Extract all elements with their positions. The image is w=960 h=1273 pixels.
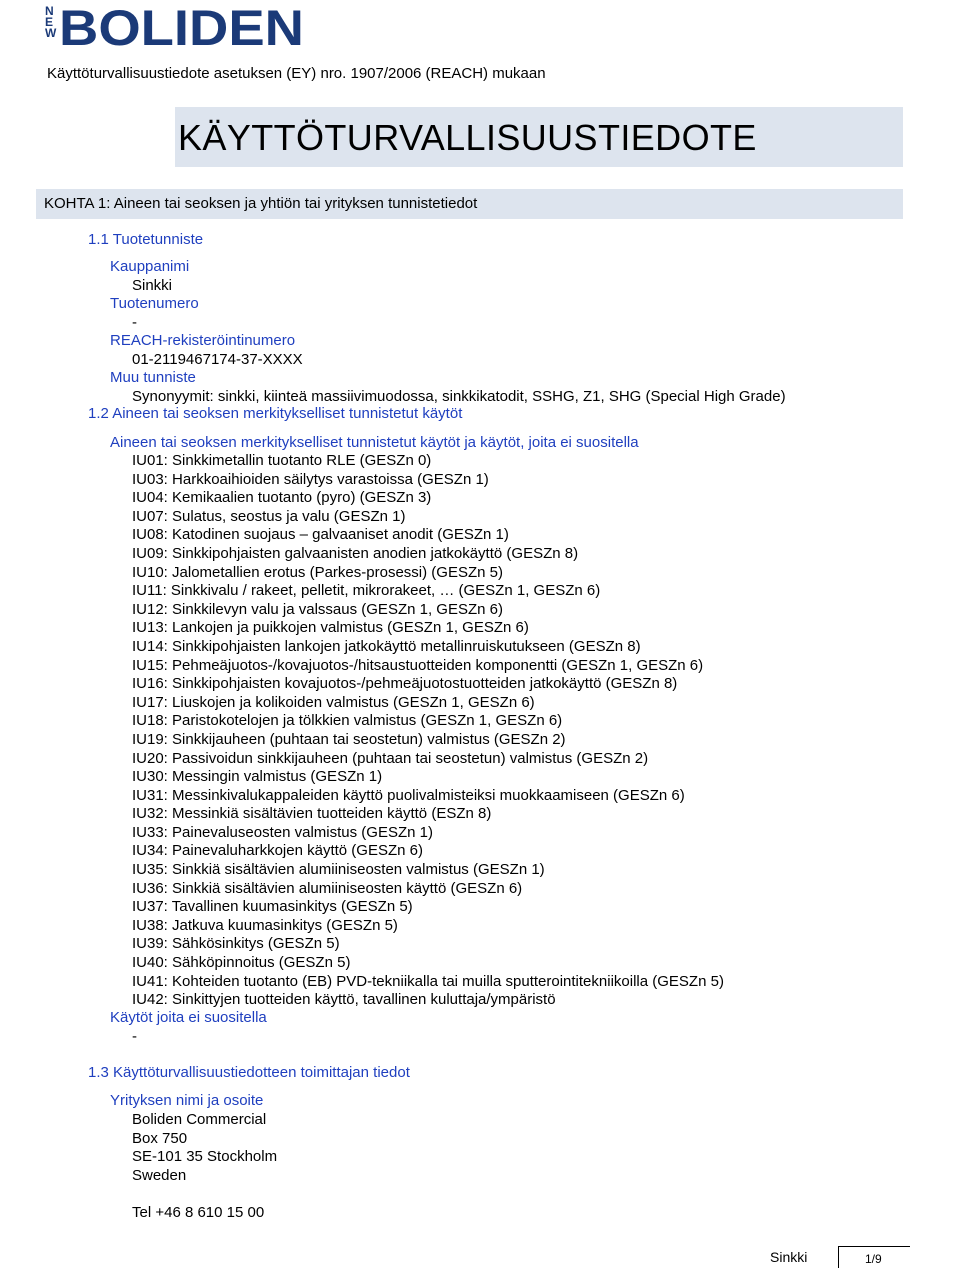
- section-1-title: KOHTA 1: Aineen tai seoksen ja yhtiön tai yrityksen tunnistetiedot: [44, 195, 478, 212]
- list-item: IU39: Sähkösinkitys (GESZn 5): [132, 935, 340, 953]
- svg-text:E: E: [45, 15, 54, 29]
- list-item: IU33: Painevaluseosten valmistus (GESZn 1): [132, 823, 433, 841]
- title-band: [175, 107, 903, 167]
- subsection-1-2-heading: 1.2 Aineen tai seoksen merkitykselliset tunnistetut käytöt: [88, 405, 463, 422]
- list-item: IU12: Sinkkilevyn valu ja valssaus (GESZn 1, GESZn 6): [132, 600, 503, 618]
- phone-number: Tel +46 8 610 15 00: [132, 1204, 265, 1221]
- list-item: IU14: Sinkkipohjaisten lankojen jatkokäyttö metallinruiskutukseen (GESZn 8): [132, 637, 641, 655]
- list-item: IU20: Passivoidun sinkkijauheen (puhtaan tai seostetun) valmistus (GESZn 2): [132, 749, 649, 767]
- list-item: IU37: Tavallinen kuumasinkitys (GESZn 5): [132, 898, 413, 916]
- address-line-1: Box 750: [132, 1130, 188, 1147]
- list-item: IU11: Sinkkivalu / rakeet, pelletit, mikrorakeet, … (GESZn 1, GESZn 6): [132, 582, 601, 600]
- list-item: IU42: Sinkittyjen tuotteiden käyttö, tavallinen kuluttaja/ympäristö: [132, 991, 556, 1009]
- list-item: IU34: Painevaluharkkojen käyttö (GESZn 6): [132, 842, 423, 860]
- other-identifier-label: Muu tunniste: [110, 369, 196, 386]
- list-item: IU10: Jalometallien erotus (Parkes-prosessi) (GESZn 5): [132, 563, 503, 581]
- list-item: IU15: Pehmeäjuotos-/kovajuotos-/hitsaustuotteiden komponentti (GESZn 1, GESZn 6): [132, 656, 704, 674]
- section-1-band: [36, 189, 903, 219]
- list-item: IU40: Sähköpinnoitus (GESZn 5): [132, 954, 351, 972]
- trade-name-value: Sinkki: [132, 277, 173, 294]
- list-item: IU03: Harkkoaihioiden säilytys varastoissa (GESZn 1): [132, 470, 489, 488]
- list-item: IU30: Messingin valmistus (GESZn 1): [132, 768, 383, 786]
- company-name: Boliden Commercial: [132, 1111, 267, 1128]
- company-label: Yrityksen nimi ja osoite: [110, 1092, 264, 1109]
- list-item: IU04: Kemikaalien tuotanto (pyro) (GESZn 3): [132, 489, 432, 507]
- list-item: IU32: Messinkiä sisältävien tuotteiden käyttö (ESZn 8): [132, 805, 492, 823]
- list-item: IU17: Liuskojen ja kolikoiden valmistus (GESZn 1, GESZn 6): [132, 693, 535, 711]
- product-number-label: Tuotenumero: [110, 295, 199, 312]
- document-title: KÄYTTÖTURVALLISUUSTIEDOTE: [178, 117, 757, 158]
- list-item: IU13: Lankojen ja puikkojen valmistus (GESZn 1, GESZn 6): [132, 619, 529, 637]
- svg-text:BOLIDEN: BOLIDEN: [59, 3, 304, 47]
- reach-number-label: REACH-rekisteröintinumero: [110, 332, 296, 349]
- not-recommended-value: -: [132, 1028, 137, 1045]
- list-item: IU09: Sinkkipohjaisten galvaanisten anodien jatkokäyttö (GESZn 8): [132, 544, 579, 562]
- list-item: IU35: Sinkkiä sisältävien alumiiniseosten valmistus (GESZn 1): [132, 861, 545, 879]
- list-item: IU41: Kohteiden tuotanto (EB) PVD-tekniikalla tai muilla sputterointitekniikoilla (GESZn 5): [132, 972, 724, 990]
- list-item: IU07: Sulatus, seostus ja valu (GESZn 1): [132, 507, 406, 525]
- list-item: IU31: Messinkivalukappaleiden käyttö puolivalmisteiksi muokkaamiseen (GESZn 6): [132, 786, 685, 804]
- page-number: 1/9: [865, 1252, 882, 1266]
- list-item: IU16: Sinkkipohjaisten kovajuotos-/pehmeäjuotostuotteiden jatkokäyttö (GESZn 8): [132, 675, 678, 693]
- other-identifier-value: Synonyymit: sinkki, kiinteä massiivimuodossa, sinkkikatodit, SSHG, Z1, SHG (Special High Grade): [132, 388, 786, 405]
- list-item: IU01: Sinkkimetallin tuotanto RLE (GESZn 0): [132, 452, 432, 469]
- svg-text:N: N: [45, 4, 54, 18]
- svg-text:W: W: [45, 26, 57, 40]
- reach-number-value: 01-2119467174-37-XXXX: [132, 351, 303, 368]
- list-item: IU19: Sinkkijauheen (puhtaan tai seostetun) valmistus (GESZn 2): [132, 730, 566, 748]
- subsection-1-1-heading: 1.1 Tuotetunniste: [88, 231, 204, 248]
- not-recommended-label: Käytöt joita ei suositella: [110, 1009, 267, 1026]
- boliden-logo: [44, 3, 306, 47]
- list-item: IU08: Katodinen suojaus – galvaaniset anodit (GESZn 1): [132, 526, 509, 544]
- footer-page-box: [838, 1246, 910, 1268]
- trade-name-label: Kauppanimi: [110, 258, 190, 275]
- address-line-2: SE-101 35 Stockholm: [132, 1148, 278, 1165]
- list-item: IU38: Jatkuva kuumasinkitys (GESZn 5): [132, 916, 398, 934]
- boliden-logo-mark: [44, 3, 306, 47]
- identified-uses-label: Aineen tai seoksen merkitykselliset tunnistetut käytöt ja käytöt, joita ei suositella: [110, 434, 639, 451]
- product-number-value: -: [132, 314, 137, 331]
- subsection-1-3-heading: 1.3 Käyttöturvallisuustiedotteen toimittajan tiedot: [88, 1064, 410, 1081]
- regulation-line: Käyttöturvallisuustiedote asetuksen (EY) nro. 1907/2006 (REACH) mukaan: [47, 65, 546, 82]
- list-item: IU36: Sinkkiä sisältävien alumiiniseosten käyttö (GESZn 6): [132, 879, 523, 897]
- identified-uses-list: [132, 452, 724, 1010]
- list-item: IU18: Paristokotelojen ja tölkkien valmistus (GESZn 1, GESZn 6): [132, 712, 563, 730]
- footer-product-name: Sinkki: [770, 1249, 808, 1265]
- address-country: Sweden: [132, 1167, 187, 1184]
